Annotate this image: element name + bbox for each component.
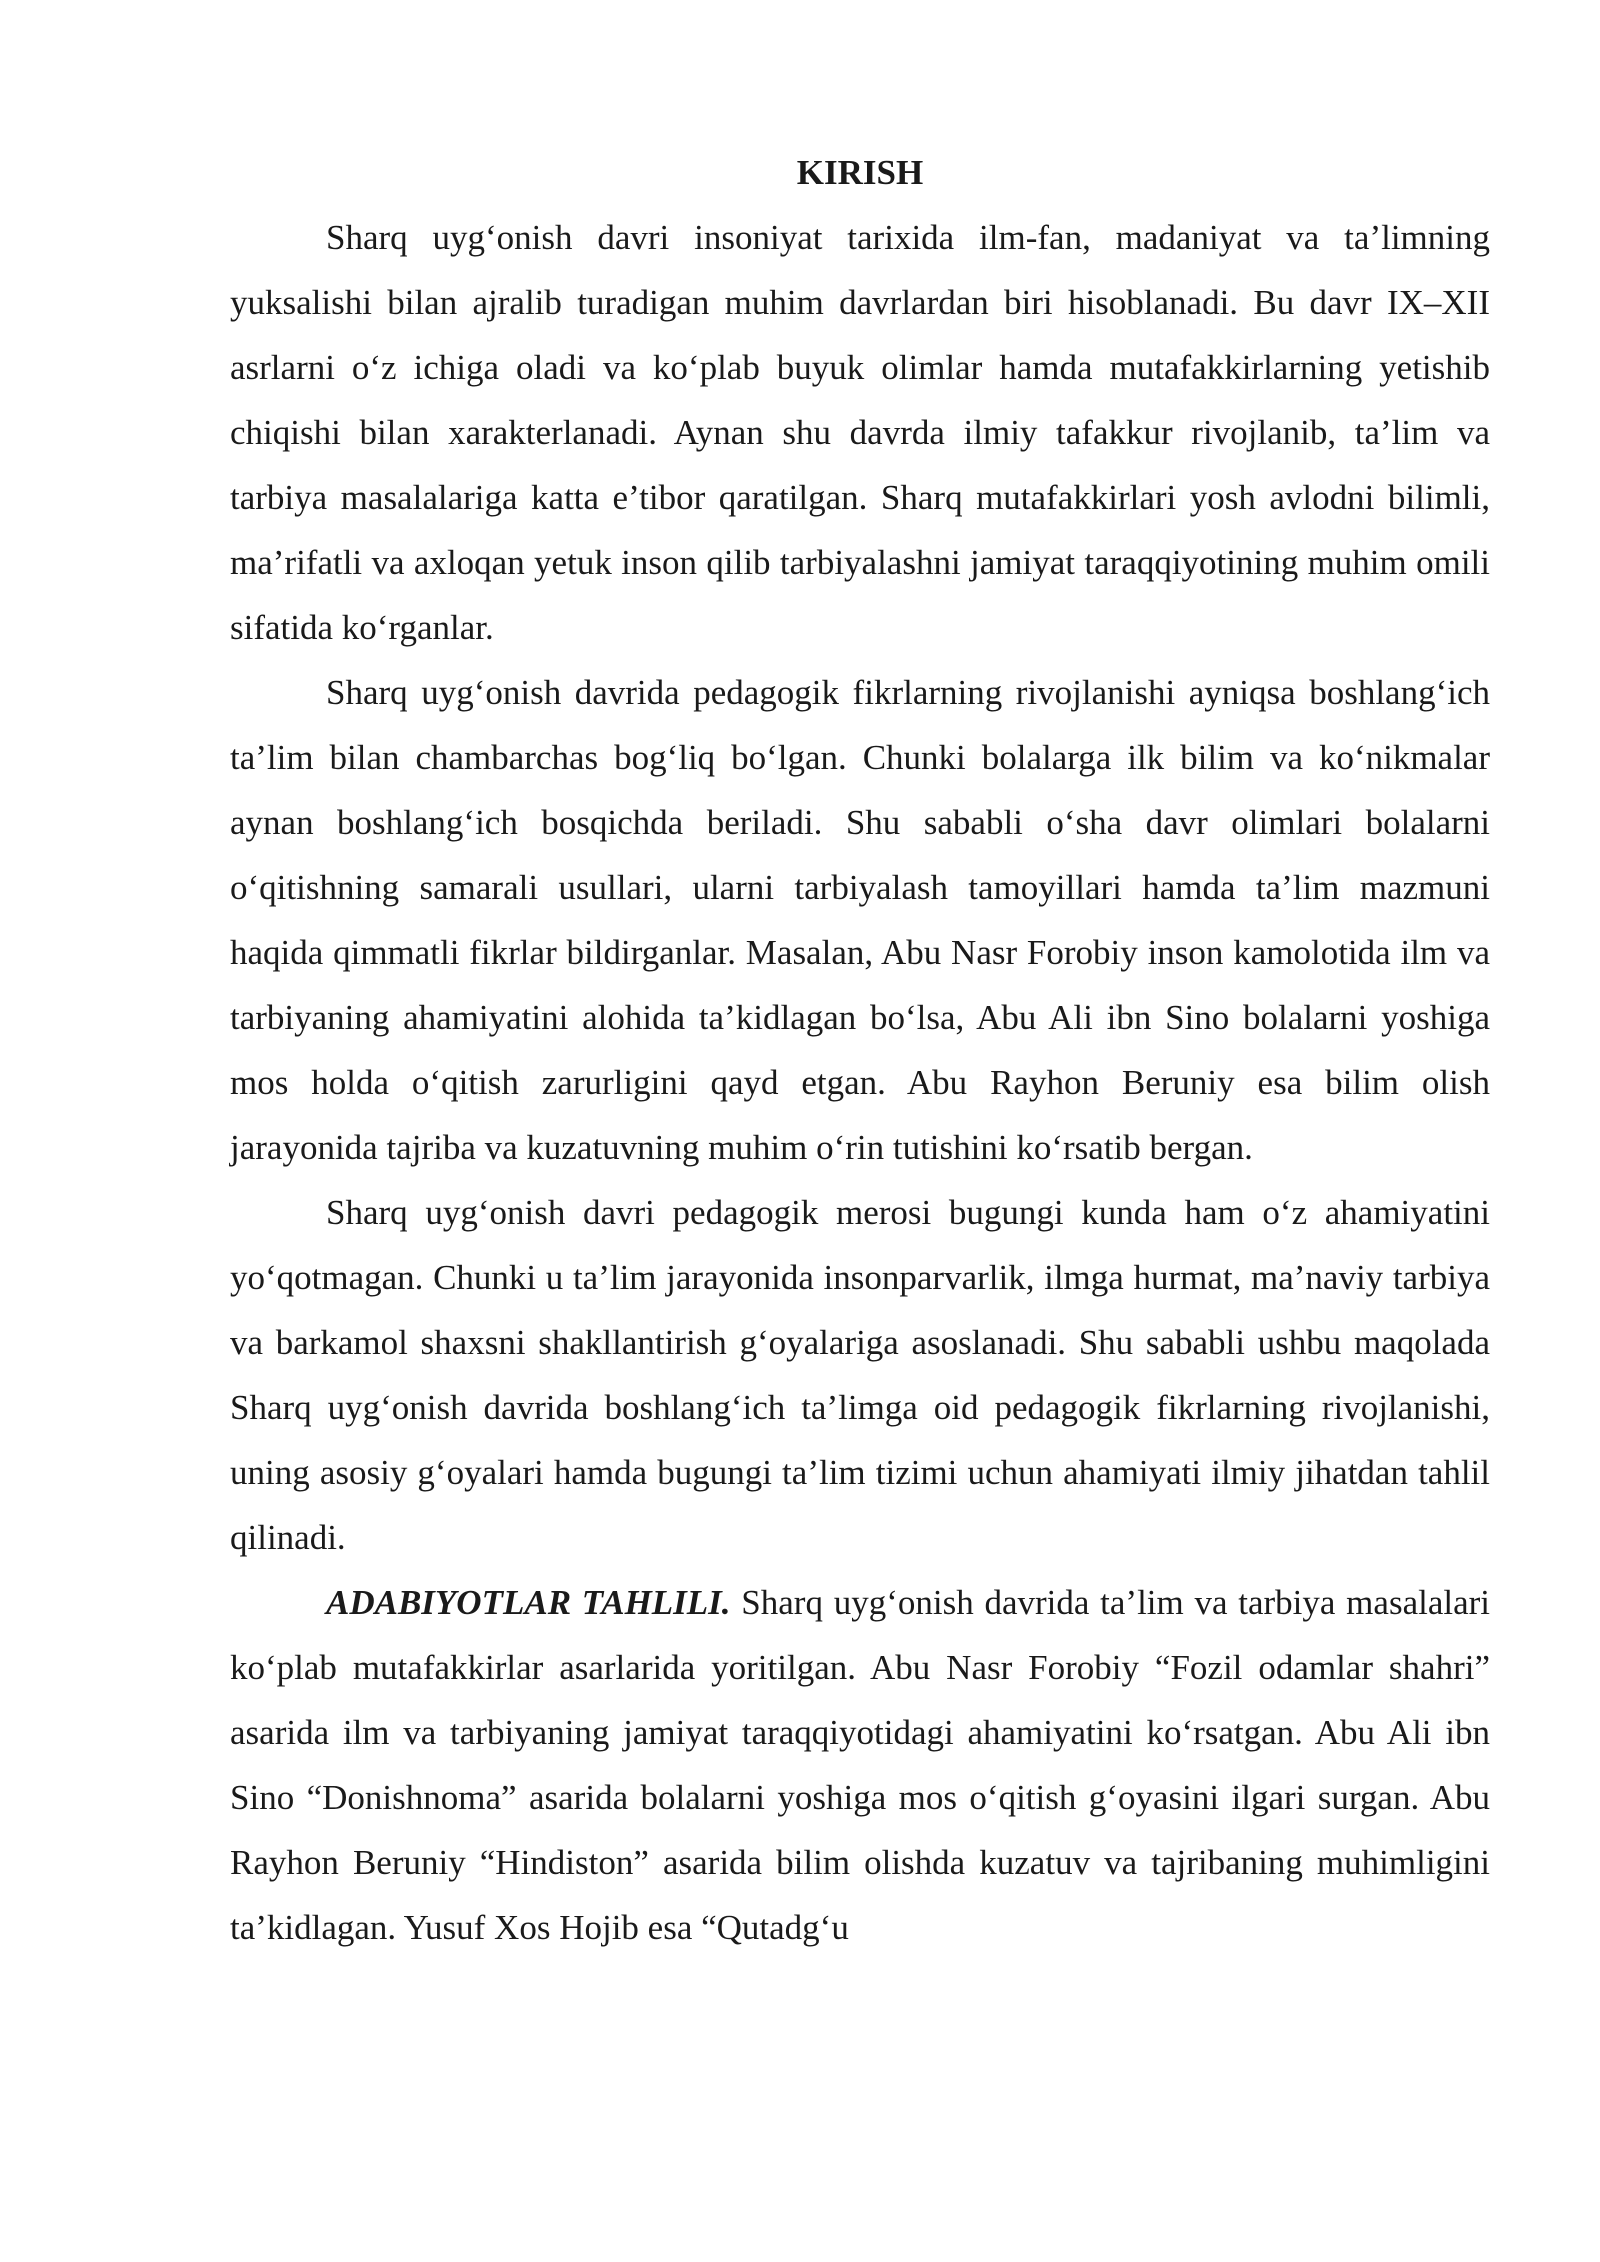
paragraph-lead-heading: ADABIYOTLAR TAHLILI. [326,1583,731,1622]
paragraph-intro [230,205,1490,660]
section-title: KIRISH [796,153,924,192]
paragraph-primary-education [230,660,1490,1180]
paragraph-text: Sharq uyg‘onish davrida ta’lim va tarbiya masalalari ko‘plab mutafakkirlar asarlarida yoritilgan. Abu Nasr Forobiy “Fozil odamlar shahri” asarida ilm va tarbiyaning jamiyat taraqqiyotidagi ahamiyatini ko‘rsatgan. Abu Ali ibn Sino “Donishnoma” asarida bolalarni yoshiga mos o‘qitish g‘oyasini ilgari surgan. Abu Rayhon Beruniy “Hindiston” asarida bilim olishda kuzatuv va tajribaning muhimligini ta’kidlagan. Yusuf Xos Hojib esa “Qutadg‘u [230,1583,1490,1947]
paragraph-text: Sharq uyg‘onish davri insoniyat tarixida ilm-fan, madaniyat va ta’limning yuksalishi bilan ajralib turadigan muhim davrlardan biri hisoblanadi. Bu davr IX–XII asrlarni o‘z ichiga oladi va ko‘plab buyuk olimlar hamda mutafakkirlarning yetishib chiqishi bilan xarakterlanadi. Aynan shu davrda ilmiy tafakkur rivojlanib, ta’lim va tarbiya masalalariga katta e’tibor qaratilgan. Sharq mutafakkirlari yosh avlodni bilimli, ma’rifatli va axloqan yetuk inson qilib tarbiyalashni jamiyat taraqqiyotining muhim omili sifatida ko‘rganlar. [230,218,1490,647]
paragraph-literature-review [230,1570,1490,1960]
paragraph-text: Sharq uyg‘onish davrida pedagogik fikrlarning rivojlanishi ayniqsa boshlang‘ich ta’lim bilan chambarchas bog‘liq bo‘lgan. Chunki bolalarga ilk bilim va ko‘nikmalar aynan boshlang‘ich bosqichda beriladi. Shu sababli o‘sha davr olimlari bolalarni o‘qitishning samarali usullari, ularni tarbiyalash tamoyillari hamda ta’lim mazmuni haqida qimmatli fikrlar bildirganlar. Masalan, Abu Nasr Forobiy inson kamolotida ilm va tarbiyaning ahamiyatini alohida ta’kidlagan bo‘lsa, Abu Ali ibn Sino bolalarni yoshiga mos holda o‘qitish zarurligini qayd etgan. Abu Rayhon Beruniy esa bilim olish jarayonida tajriba va kuzatuvning muhim o‘rin tutishini ko‘rsatib bergan. [230,673,1490,1167]
document-body [230,140,1490,1960]
paragraph-heritage [230,1180,1490,1570]
paragraph-text: Sharq uyg‘onish davri pedagogik merosi bugungi kunda ham o‘z ahamiyatini yo‘qotmagan. Chunki u ta’lim jarayonida insonparvarlik, ilmga hurmat, ma’naviy tarbiya va barkamol shaxsni shakllantirish g‘oyalariga asoslanadi. Shu sababli ushbu maqolada Sharq uyg‘onish davrida boshlang‘ich ta’limga oid pedagogik fikrlarning rivojlanishi, uning asosiy g‘oyalari hamda bugungi ta’lim tizimi uchun ahamiyati ilmiy jihatdan tahlil qilinadi. [230,1193,1490,1557]
